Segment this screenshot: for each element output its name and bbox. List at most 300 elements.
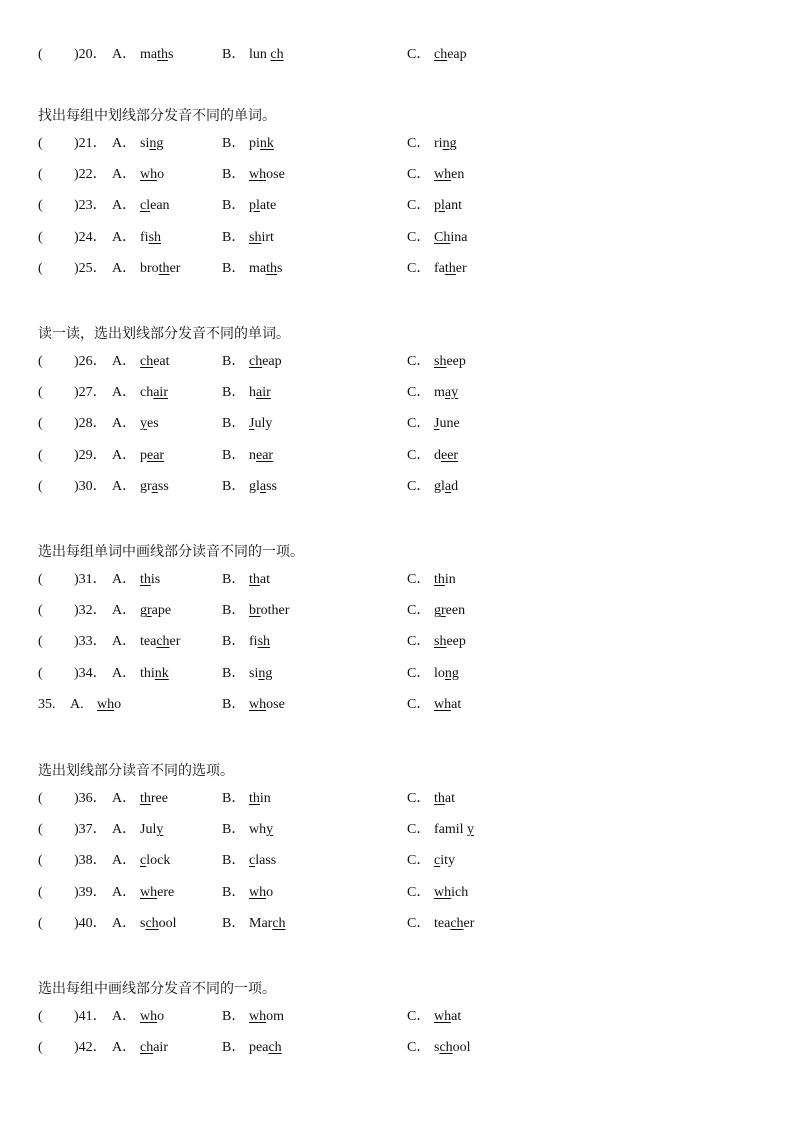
word-prefix: d <box>434 447 441 463</box>
option-c-word <box>434 230 467 246</box>
underlined-part: wh <box>249 167 267 183</box>
underlined-part: ch <box>145 915 159 931</box>
underlined-part: ch <box>439 1040 453 1056</box>
underlined-part: th <box>249 791 260 806</box>
answer-blank[interactable]: ( <box>38 260 43 276</box>
question-number: )33． <box>74 634 107 650</box>
option-c-word <box>434 791 455 807</box>
underlined-part: wh <box>249 696 267 712</box>
word-suffix: er <box>455 260 467 276</box>
option-c-letter: C． <box>407 853 431 869</box>
word-suffix: en <box>451 167 465 183</box>
answer-blank[interactable]: ( <box>38 791 43 806</box>
question-row <box>38 822 758 853</box>
option-c-word <box>434 198 462 214</box>
underlined-part: th <box>444 260 456 276</box>
word-suffix: s <box>168 47 174 62</box>
option-a-letter: A． <box>112 167 137 183</box>
word-suffix: o <box>157 167 165 183</box>
word-suffix: ose <box>266 167 285 183</box>
option-b-word <box>249 666 272 682</box>
word-prefix: gl <box>434 478 445 494</box>
underlined-part: ch <box>434 47 448 62</box>
underlined-part: ng <box>149 136 164 151</box>
word-prefix: fi <box>140 229 149 245</box>
option-c-word <box>434 1009 461 1025</box>
option-a-word <box>140 47 173 63</box>
option-c-word <box>434 479 458 495</box>
underlined-part: th <box>158 260 170 276</box>
word-suffix: in <box>259 791 271 806</box>
word-prefix: m <box>434 385 445 401</box>
option-a-word <box>97 697 121 713</box>
option-c-word <box>434 666 459 682</box>
option-a-word <box>140 885 174 901</box>
section-instruction: 读一读，选出划线部分发音不同的单词。 <box>38 326 290 342</box>
word-suffix: lock <box>146 853 171 869</box>
word-suffix: es <box>147 416 159 432</box>
option-b-word <box>249 853 276 869</box>
option-c-word <box>434 822 474 838</box>
underlined-part: ch <box>450 915 464 931</box>
word-prefix: gl <box>249 478 260 494</box>
underlined-part: ch <box>268 1040 282 1056</box>
underlined-part: c <box>434 853 441 869</box>
answer-blank[interactable]: ( <box>38 167 43 183</box>
question-row <box>38 1009 758 1040</box>
question-row <box>38 416 758 447</box>
underlined-part: wh <box>140 167 158 183</box>
section-instruction: 找出每组中划线部分发音不同的单词。 <box>38 108 276 124</box>
option-c-letter: C． <box>407 136 431 151</box>
option-a-word <box>140 1040 168 1056</box>
word-suffix: at <box>451 1009 462 1024</box>
word-suffix: ree <box>150 791 168 806</box>
word-prefix: pi <box>249 136 260 151</box>
word-suffix: eat <box>153 354 170 369</box>
answer-blank[interactable]: ( <box>38 136 43 151</box>
word-suffix: lass <box>255 853 277 869</box>
answer-blank[interactable]: ( <box>38 884 43 900</box>
underlined-part: th <box>266 260 277 276</box>
option-a-letter: A． <box>112 822 137 838</box>
option-c-letter: C． <box>407 1009 431 1024</box>
question-number: )40． <box>74 915 107 931</box>
underlined-part: c <box>249 853 256 869</box>
underlined-part: a <box>444 478 452 494</box>
word-prefix: Jul <box>140 822 157 838</box>
underlined-part: a <box>259 478 267 494</box>
underlined-part: br <box>249 603 261 619</box>
option-b-word <box>249 634 270 650</box>
underlined-part: J <box>249 416 255 432</box>
option-a-letter: A． <box>112 260 137 276</box>
word-suffix: eep <box>446 354 466 369</box>
option-c-letter: C． <box>407 229 431 245</box>
option-a-word <box>140 603 171 619</box>
option-a-letter: A． <box>112 198 137 214</box>
word-prefix: pea <box>249 1040 269 1056</box>
answer-blank[interactable]: ( <box>38 385 43 401</box>
underlined-part: ear <box>256 447 274 463</box>
word-suffix: other <box>260 603 290 619</box>
question-section <box>38 323 758 510</box>
option-b-letter: B． <box>222 1009 246 1024</box>
option-b-letter: B． <box>222 167 246 183</box>
word-suffix: om <box>266 1009 285 1024</box>
word-prefix: ma <box>249 260 267 276</box>
option-a-letter: A． <box>112 603 137 619</box>
option-a-letter: A． <box>112 47 137 62</box>
word-suffix: ich <box>451 884 469 900</box>
option-c-word <box>434 47 467 63</box>
question-number: )28． <box>74 416 107 432</box>
word-suffix: eap <box>262 354 282 369</box>
answer-blank[interactable]: ( <box>38 915 43 931</box>
underlined-part: ear <box>147 447 165 463</box>
option-a-word <box>140 916 177 932</box>
question-number: )34． <box>74 665 107 681</box>
question-number: )20． <box>74 47 107 62</box>
underlined-part: y <box>140 416 147 432</box>
word-prefix: fa <box>434 260 445 276</box>
answer-blank[interactable]: ( <box>38 198 43 214</box>
option-a-word <box>140 1009 164 1025</box>
option-a-word <box>140 416 159 432</box>
underlined-part: gr <box>140 603 152 619</box>
underlined-part: air <box>256 385 271 401</box>
option-c-letter: C． <box>407 1040 431 1056</box>
underlined-part: th <box>434 572 445 587</box>
option-c-letter: C． <box>407 572 431 587</box>
question-row <box>38 448 758 479</box>
word-suffix: eap <box>447 47 467 62</box>
option-b-word <box>249 822 273 838</box>
option-c-word <box>434 853 455 869</box>
option-b-letter: B． <box>222 136 246 151</box>
answer-blank[interactable]: ( <box>38 572 43 587</box>
word-suffix: s <box>277 260 283 276</box>
option-c-letter: C． <box>407 915 431 931</box>
question-row <box>38 354 758 385</box>
option-c-word <box>434 385 458 401</box>
option-a-letter: A． <box>112 1009 137 1024</box>
option-a-word <box>140 666 169 682</box>
underlined-part: wh <box>434 167 452 183</box>
underlined-part: pl <box>434 198 445 214</box>
word-suffix: ity <box>440 853 455 869</box>
word-prefix: lo <box>434 665 445 681</box>
answer-blank[interactable]: ( <box>38 853 43 869</box>
option-c-word <box>434 1040 471 1056</box>
underlined-part: c <box>140 853 147 869</box>
word-prefix: gr <box>140 478 152 494</box>
option-b-letter: B． <box>222 696 246 712</box>
word-prefix: h <box>249 385 256 401</box>
question-row <box>38 230 758 261</box>
word-suffix: at <box>259 572 270 587</box>
question-number: )29． <box>74 447 107 463</box>
option-b-word <box>249 885 273 901</box>
underlined-part: th <box>249 572 260 587</box>
question-row <box>38 167 758 198</box>
word-suffix: ape <box>151 603 172 619</box>
section-instruction: 选出每组中画线部分发音不同的一项。 <box>38 981 276 997</box>
underlined-part: ay <box>444 385 459 401</box>
option-b-word <box>249 1009 284 1025</box>
option-b-word <box>249 136 274 152</box>
question-row <box>38 791 758 822</box>
option-a-letter: A． <box>112 385 137 401</box>
question-row <box>38 198 758 229</box>
option-a-letter: A． <box>112 572 137 587</box>
option-a-letter: A． <box>112 915 137 931</box>
answer-blank[interactable]: ( <box>38 665 43 681</box>
option-b-letter: B． <box>222 572 246 587</box>
question-section <box>38 47 758 78</box>
answer-blank[interactable]: ( <box>38 1040 43 1056</box>
option-c-letter: C． <box>407 478 431 494</box>
option-b-word <box>249 791 271 807</box>
underlined-part: wh <box>249 1009 267 1024</box>
section-instruction: 选出划线部分读音不同的选项。 <box>38 763 234 779</box>
question-row <box>38 479 758 510</box>
word-suffix: in <box>444 572 456 587</box>
option-c-word <box>434 136 457 152</box>
underlined-part: sh <box>249 229 262 245</box>
word-suffix: at <box>444 791 455 806</box>
question-section <box>38 105 758 292</box>
word-suffix: at <box>451 696 462 712</box>
option-a-word <box>140 448 164 464</box>
option-b-letter: B． <box>222 853 246 869</box>
underlined-part: J <box>434 416 440 432</box>
word-prefix: s <box>434 1040 440 1056</box>
option-b-word <box>249 261 282 277</box>
answer-blank[interactable]: ( <box>38 229 43 245</box>
option-c-word <box>434 885 468 901</box>
option-a-letter: A． <box>112 354 137 369</box>
question-number: )30． <box>74 478 107 494</box>
question-number: )25． <box>74 260 107 276</box>
answer-blank[interactable]: ( <box>38 478 43 494</box>
underlined-part: wh <box>434 1009 452 1024</box>
option-c-letter: C． <box>407 696 431 712</box>
option-a-letter: A． <box>112 447 137 463</box>
word-prefix: ma <box>140 47 158 62</box>
underlined-part: ng <box>442 136 457 151</box>
underlined-part: ch <box>140 354 154 369</box>
word-suffix: air <box>153 1040 168 1056</box>
answer-blank[interactable]: ( <box>38 603 43 619</box>
option-a-word <box>140 261 180 277</box>
word-prefix: thi <box>140 665 155 681</box>
option-a-word <box>140 853 170 869</box>
question-row <box>38 697 758 728</box>
underlined-part: th <box>157 47 168 62</box>
word-prefix: ch <box>140 385 154 401</box>
option-c-letter: C． <box>407 198 431 214</box>
question-number: 35. <box>38 696 56 712</box>
option-b-word <box>249 572 270 588</box>
underlined-part: ch <box>156 634 170 650</box>
question-number: )26． <box>74 354 107 369</box>
answer-blank[interactable]: ( <box>38 354 43 369</box>
option-b-letter: B． <box>222 354 246 369</box>
question-section <box>38 541 758 728</box>
question-section <box>38 978 758 1071</box>
question-row <box>38 572 758 603</box>
word-prefix: lun <box>249 47 271 62</box>
question-row <box>38 1040 758 1071</box>
underlined-part: wh <box>249 884 267 900</box>
question-number: )24． <box>74 229 107 245</box>
option-b-letter: B． <box>222 1040 246 1056</box>
answer-blank[interactable]: ( <box>38 634 43 650</box>
answer-blank[interactable]: ( <box>38 416 43 432</box>
underlined-part: sh <box>148 229 162 245</box>
option-b-letter: B． <box>222 665 246 681</box>
option-a-letter: A． <box>112 853 137 869</box>
option-c-letter: C． <box>407 603 431 619</box>
option-a-letter: A． <box>112 791 137 806</box>
answer-blank[interactable]: ( <box>38 447 43 463</box>
option-c-letter: C． <box>407 447 431 463</box>
underlined-part: y <box>266 822 274 838</box>
question-row <box>38 47 758 78</box>
underlined-part: sh <box>434 354 447 369</box>
option-a-word <box>140 572 160 588</box>
option-a-letter: A． <box>112 136 137 151</box>
option-c-letter: C． <box>407 634 431 650</box>
underlined-part: sh <box>257 634 271 650</box>
word-suffix: o <box>266 884 274 900</box>
option-a-word <box>140 354 170 370</box>
option-b-word <box>249 416 272 432</box>
option-c-letter: C． <box>407 822 431 838</box>
option-a-word <box>140 791 168 807</box>
option-b-word <box>249 479 277 495</box>
word-suffix: ool <box>452 1040 471 1056</box>
underlined-part: air <box>153 385 168 401</box>
option-b-letter: B． <box>222 385 246 401</box>
underlined-part: Ch <box>434 229 451 245</box>
word-prefix: s <box>140 915 146 931</box>
word-suffix: eep <box>446 634 466 650</box>
underlined-part: y <box>467 822 475 838</box>
option-b-word <box>249 916 286 932</box>
word-prefix: bro <box>140 260 159 276</box>
option-a-letter: A． <box>112 634 137 650</box>
question-row <box>38 916 758 947</box>
word-prefix: si <box>140 136 150 151</box>
question-number: )42． <box>74 1040 107 1056</box>
option-b-word <box>249 448 273 464</box>
option-a-letter: A． <box>112 478 137 494</box>
option-b-letter: B． <box>222 822 246 838</box>
question-number: )39． <box>74 884 107 900</box>
word-prefix: tea <box>434 915 451 931</box>
word-suffix: ose <box>266 696 285 712</box>
option-c-word <box>434 697 461 713</box>
word-prefix: Mar <box>249 915 273 931</box>
option-c-letter: C． <box>407 416 431 432</box>
option-c-letter: C． <box>407 47 431 62</box>
word-suffix: ss <box>157 478 169 494</box>
answer-blank[interactable]: ( <box>38 1009 43 1024</box>
underlined-part: pl <box>249 198 260 214</box>
option-b-letter: B． <box>222 478 246 494</box>
option-c-letter: C． <box>407 884 431 900</box>
option-c-word <box>434 354 466 370</box>
option-b-word <box>249 230 274 246</box>
question-number: )31． <box>74 572 107 587</box>
option-a-letter: A． <box>112 665 137 681</box>
option-c-word <box>434 261 467 277</box>
underlined-part: th <box>140 572 151 587</box>
underlined-part: ch <box>272 915 286 931</box>
word-prefix: n <box>249 447 256 463</box>
underlined-part: ch <box>270 47 284 62</box>
option-c-letter: C． <box>407 385 431 401</box>
option-a-letter: A． <box>112 416 137 432</box>
underlined-part: nk <box>154 665 169 681</box>
option-c-word <box>434 634 466 650</box>
word-suffix: uly <box>254 416 273 432</box>
option-b-word <box>249 385 271 401</box>
answer-blank[interactable]: ( <box>38 47 43 62</box>
option-a-word <box>140 198 170 214</box>
question-number: )21． <box>74 136 107 151</box>
word-suffix: ant <box>444 198 462 214</box>
word-suffix: o <box>114 696 122 712</box>
option-b-letter: B． <box>222 915 246 931</box>
word-suffix: er <box>169 260 181 276</box>
underlined-part: nk <box>259 136 274 151</box>
answer-blank[interactable]: ( <box>38 822 43 838</box>
underlined-part: eer <box>441 447 459 463</box>
word-suffix: d <box>451 478 459 494</box>
underlined-part: wh <box>140 1009 158 1024</box>
underlined-part: ng <box>258 665 273 681</box>
section-instruction: 选出每组单词中画线部分读音不同的一项。 <box>38 544 304 560</box>
option-c-word <box>434 448 458 464</box>
option-b-letter: B． <box>222 260 246 276</box>
underlined-part: wh <box>434 884 452 900</box>
option-c-letter: C． <box>407 167 431 183</box>
word-suffix: ere <box>157 884 175 900</box>
underlined-part: a <box>151 478 158 494</box>
question-section <box>38 760 758 947</box>
underlined-part: y <box>156 822 164 838</box>
question-row <box>38 666 758 697</box>
option-c-word <box>434 603 465 619</box>
underlined-part: th <box>140 791 151 806</box>
underlined-part: cl <box>140 198 151 214</box>
word-suffix: is <box>150 572 161 587</box>
option-b-word <box>249 354 282 370</box>
option-a-letter: A． <box>112 1040 137 1056</box>
word-suffix: ss <box>266 478 278 494</box>
question-number: )37． <box>74 822 107 838</box>
option-b-word <box>249 1040 282 1056</box>
option-a-word <box>140 136 163 152</box>
question-row <box>38 634 758 665</box>
question-row <box>38 385 758 416</box>
option-b-letter: B． <box>222 229 246 245</box>
word-suffix: ate <box>259 198 277 214</box>
underlined-part: th <box>434 791 445 806</box>
